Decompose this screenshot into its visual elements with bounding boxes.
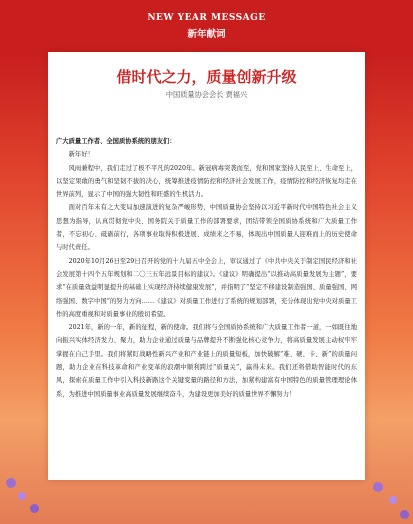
article-byline: 中国质量协会会长 贾福兴 bbox=[165, 90, 248, 99]
paragraph-4: 2021年，新的一年，新的征程，新的使命。我们将与全国质协系统和广大质量工作者一道，一如既往地向振兴实体经济发力、聚力，助力企业通过质量与品牌提升不断强化核心竞争力，将高质量发展主动权牢牢掌握在自己手里。我们将紧盯战略性新兴产业和产业链上的质量短板，加快破解“难、硬、卡、新”的质量问题，助力企业在科技革命和产业变革的浪潮中顺利跨过“质量关”，赢得未来。我们还将借助智能时代的东风，探索在质量工作中引入科技新路这个关键变量的路径和方法，加紧构建富有中国特色的质量管理理论体系，为推进中国质量事业高质量发展继续奋斗，为建设更加美好的质量世界不懈努力！ bbox=[56, 324, 357, 398]
article-title: 借时代之力，质量创新升级 bbox=[116, 68, 297, 86]
paragraph-3: 2020年10月26日至29日召开的党的十九届五中全会上，审议通过了《中共中央关于制定国民经济和社会发展第十四个五年规划和二〇三五年远景目标的建议》。《建议》明确提出“以推动高质量发展为主题”，要求“在质量效益明显提升的基础上实现经济持续健康发展”，并指明了“坚定不移建设制造强国、质量强国、网络强国、数字中国”的努力方向……《建议》对质量工作进行了系统的规划部署，充分体现出党中央对质量工作的高度重视和对质量事业的殷切希望。 bbox=[56, 257, 357, 318]
greeting: 新年好！ bbox=[68, 151, 94, 159]
flower-decoration bbox=[30, 504, 39, 513]
flower-decoration bbox=[400, 510, 409, 519]
paragraph-2: 面对百年未有之大变局加速演进的复杂严峻形势，中国质量协会坚持以习近平新时代中国特色社会主义思想为指导，认真贯彻党中央、国务院关于质量工作的部署要求，团结带领全国质协系统和广大质量工作者，不忘初心、砥砺前行，各项事业取得积极进展、成绩来之不易，体现出中国质量人迎难而上的历史使命与时代责任。 bbox=[56, 204, 357, 252]
top-banner bbox=[0, 0, 413, 52]
flower-decoration bbox=[6, 478, 16, 488]
banner-english-title: NEW YEAR MESSAGE bbox=[147, 12, 266, 23]
flower-decoration bbox=[373, 482, 383, 492]
message-paper bbox=[48, 52, 365, 480]
salutation: 广大质量工作者、全国质协系统的朋友们： bbox=[56, 138, 176, 145]
banner-chinese-title: 新年献词 bbox=[187, 28, 226, 40]
article-body bbox=[56, 135, 357, 401]
flower-decoration bbox=[389, 496, 397, 504]
flower-decoration bbox=[18, 492, 26, 500]
paragraph-1: 风雨兼程中，我们走过了极不平凡的2020年。新冠病毒突袭而至，党和国家坚持人民至上、生命至上，以坚定果敢的勇气和坚韧不拔的决心，统筹推进疫情防控和经济社会发展工作，疫情防控和经济恢复均走在世界前列，显示了中国的强大韧性和旺盛的生机活力。 bbox=[56, 164, 357, 199]
